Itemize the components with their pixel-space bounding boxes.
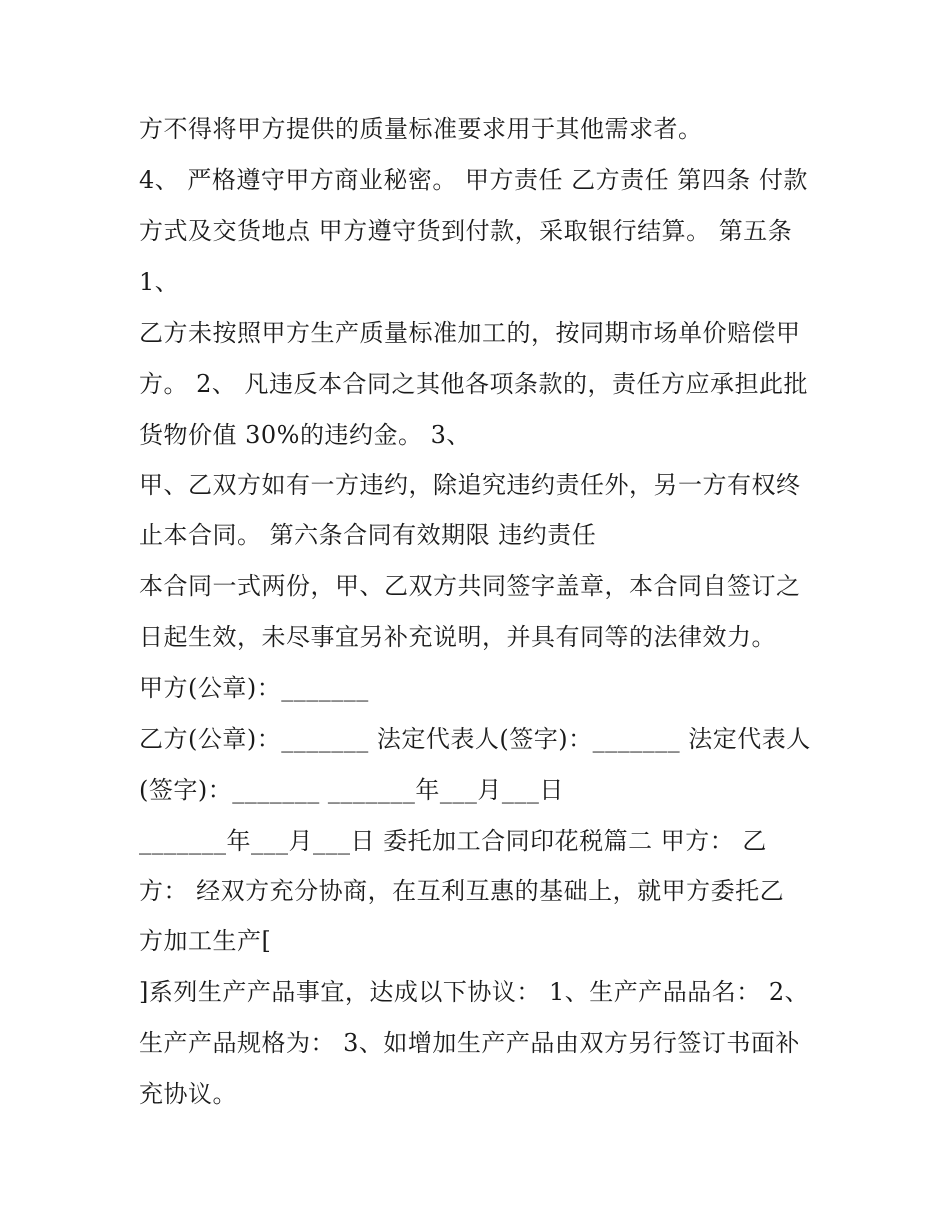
text-line-18: ]系列生产产品事宜，达成以下协议： 1、生产产品品名： 2、	[139, 978, 810, 1006]
text-line-20: 充协议。	[139, 1080, 237, 1108]
text-line-10: 本合同一式两份，甲、乙双方共同签字盖章，本合同自签订之	[139, 572, 801, 600]
text-line-9: 止本合同。 第六条合同有效期限 违约责任	[139, 521, 597, 549]
text-line-11: 日起生效，未尽事宜另补充说明，并具有同等的法律效力。	[139, 623, 776, 651]
text-line-19: 生产产品规格为： 3、如增加生产产品由双方另行签订书面补	[139, 1029, 800, 1057]
text-line-12: 甲方(公章)：_______	[139, 674, 369, 702]
text-line-14: (签字)：_______ _______年___月___日	[139, 776, 564, 804]
text-line-3: 方式及交货地点 甲方遵守货到付款，采取银行结算。 第五条	[139, 217, 793, 245]
text-line-17: 方加工生产[	[139, 927, 272, 955]
text-line-15: _______年___月___日 委托加工合同印花税篇二 甲方： 乙	[139, 827, 767, 855]
text-line-8: 甲、乙双方如有一方违约，除追究违约责任外，另一方有权终	[139, 471, 801, 499]
text-line-5: 乙方未按照甲方生产质量标准加工的，按同期市场单价赔偿甲	[139, 319, 801, 347]
text-line-7: 货物价值 30%的违约金。 3、	[139, 421, 471, 449]
text-line-6: 方。 2、 凡违反本合同之其他各项条款的，责任方应承担此批	[139, 370, 809, 398]
text-line-16: 方： 经双方充分协商，在互利互惠的基础上，就甲方委托乙	[139, 877, 785, 905]
text-line-4: 1、	[139, 268, 180, 296]
text-line-13: 乙方(公章)：_______ 法定代表人(签字)：_______ 法定代表人	[139, 725, 811, 753]
text-line-1: 方不得将甲方提供的质量标准要求用于其他需求者。	[139, 115, 703, 143]
text-line-2: 4、 严格遵守甲方商业秘密。 甲方责任 乙方责任 第四条 付款	[139, 166, 808, 194]
